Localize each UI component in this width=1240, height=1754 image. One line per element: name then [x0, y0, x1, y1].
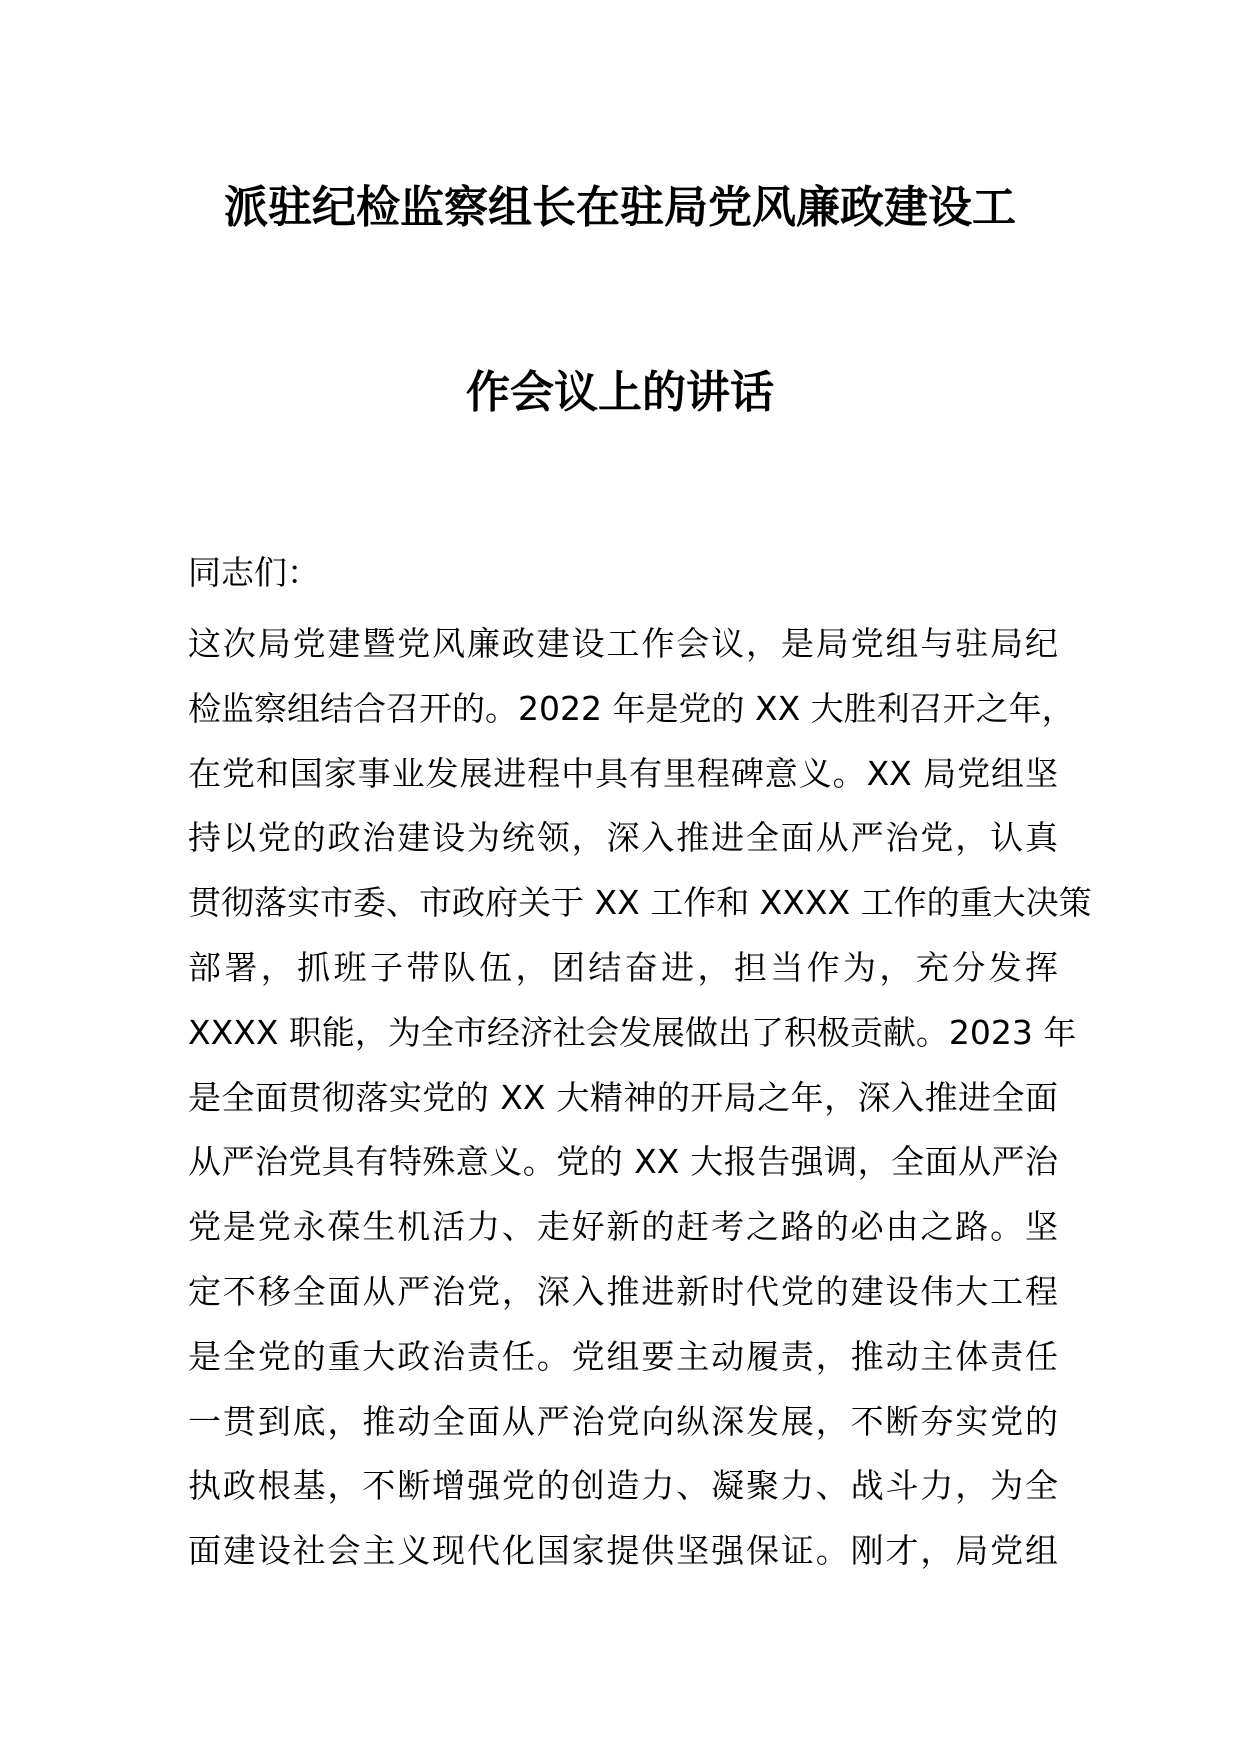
body-line: 是全面贯彻落实党的 XX 大精神的开局之年，深入推进全面 [188, 1077, 1058, 1117]
body-line: 这次局党建暨党风廉政建设工作会议，是局党组与驻局纪 [188, 624, 1058, 663]
body-line: 是全党的重大政治责任。党组要主动履责，推动主体责任 [188, 1336, 1058, 1376]
body-line: 执政根基，不断增强党的创造力、凝聚力、战斗力，为全 [188, 1466, 1058, 1506]
body-line: 定不移全面从严治党，深入推进新时代党的建设伟大工程 [188, 1271, 1058, 1311]
body-line: 贯彻落实市委、市政府关于 XX 工作和 XXXX 工作的重大决策 [188, 883, 1092, 923]
body-line: 党是党永葆生机活力、走好新的赶考之路的必由之路。坚 [188, 1207, 1058, 1247]
body-line: 一贯到底，推动全面从严治党向纵深发展，不断夯实党的 [188, 1401, 1058, 1441]
body-line: 面建设社会主义现代化国家提供坚强保证。刚才，局党组 [188, 1531, 1058, 1571]
document-title-line-1: 派驻纪检监察组长在驻局党风廉政建设工 [224, 182, 1016, 233]
document-title-line-2: 作会议上的讲话 [466, 367, 774, 418]
body-line: 在党和国家事业发展进程中具有里程碑意义。XX 局党组坚 [188, 753, 1058, 793]
body-text [188, 612, 1092, 1584]
body-line: 部署，抓班子带队伍，团结奋进，担当作为，充分发挥 [188, 947, 1058, 987]
body-line: 检监察组结合召开的。2022 年是党的 XX 大胜利召开之年， [188, 688, 1075, 728]
body-line: 持以党的政治建设为统领，深入推进全面从严治党，认真 [188, 818, 1058, 858]
body-line: XXXX 职能，为全市经济社会发展做出了积极贡献。2023 年 [188, 1012, 1077, 1052]
body-line: 从严治党具有特殊意义。党的 XX 大报告强调，全面从严治 [188, 1142, 1058, 1182]
salutation: 同志们： [188, 553, 320, 592]
